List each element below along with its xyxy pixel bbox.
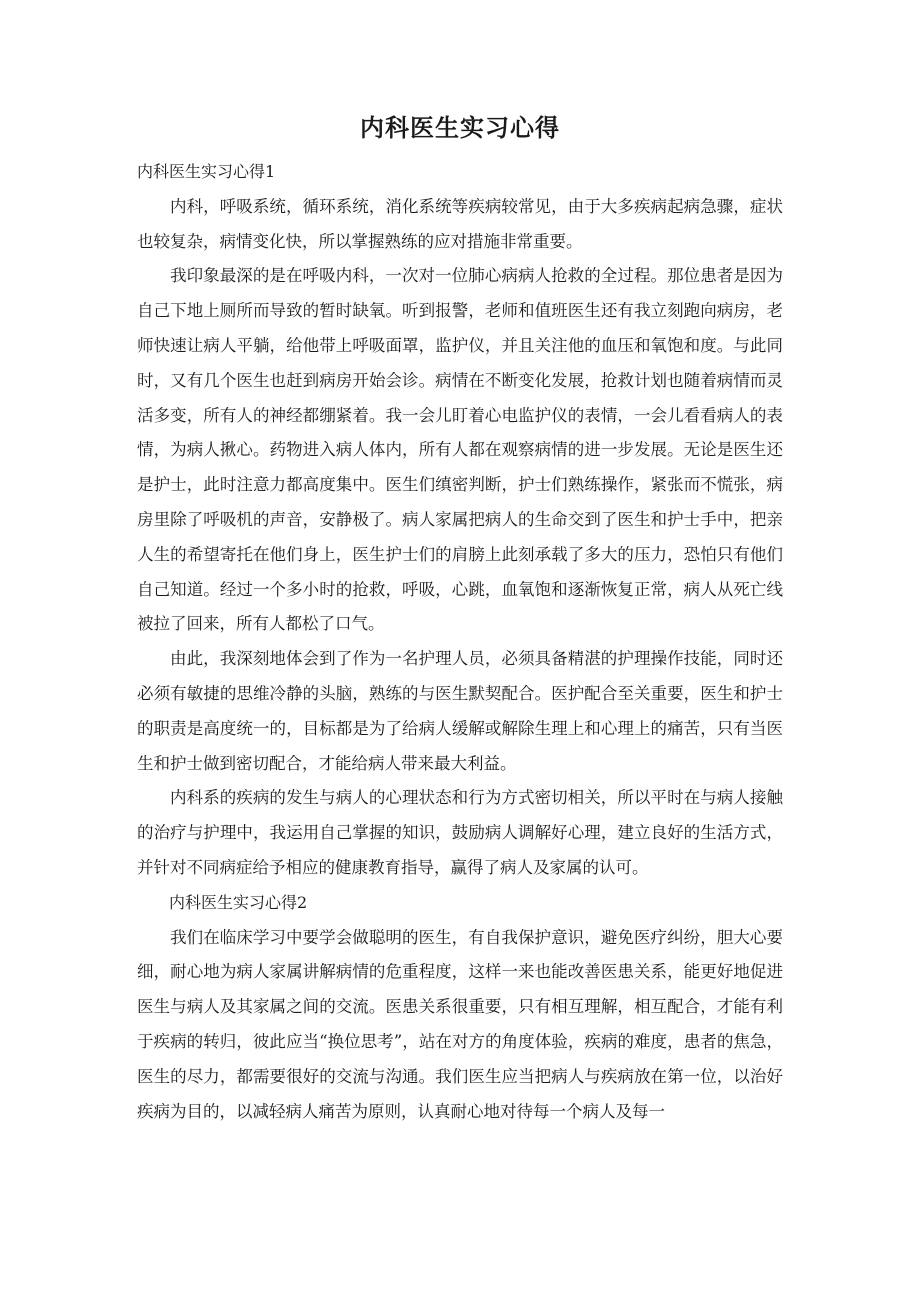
paragraph: 我们在临床学习中要学会做聪明的医生，有自我保护意识，避免医疗纠纷，胆大心要细，耐心地为病人家属讲解病情的危重程度，这样一来也能改善医患关系，能更好地促进医生与病人及其家属之间的交流。医患关系很重要，只有相互理解，相互配合，才能有利于疾病的转归，彼此应当“换位思考”，站在对方的角度体验，疾病的难度，患者的焦急，医生的尽力，都需要很好的交流与沟通。我们医生应当把病人与疾病放在第一位，以治好疾病为目的，以减轻病人痛苦为原则，认真耐心地对待每一个病人及每一 [137,927,783,1121]
paragraph: 内科，呼吸系统，循环系统，消化系统等疾病较常见，由于大多疾病起病急骤，症状也较复杂，病情变化快，所以掌握熟练的应对措施非常重要。 [137,196,783,251]
paragraph: 内科系的疾病的发生与病人的心理状态和行为方式密切相关，所以平时在与病人接触的治疗与护理中，我运用自己掌握的知识，鼓励病人调解好心理，建立良好的生活方式，并针对不同病症给予相应的健康教育指导，赢得了病人及家属的认可。 [137,788,783,877]
paragraph: 我印象最深的是在呼吸内科，一次对一位肺心病病人抢救的全过程。那位患者是因为自己下地上厕所而导致的暂时缺氧。听到报警，老师和值班医生还有我立刻跑向病房，老师快速让病人平躺，给他带上呼吸面罩，监护仪，并且关注他的血压和氧饱和度。与此同时，又有几个医生也赶到病房开始会诊。病情在不断变化发展，抢救计划也随着病情而灵活多变，所有人的神经都绷紧着。我一会儿盯着心电监护仪的表情，一会儿看看病人的表情，为病人揪心。药物进入病人体内，所有人都在观察病情的进一步发展。无论是医生还是护士，此时注意力都高度集中。医生们缜密判断，护士们熟练操作，紧张而不慌张，病房里除了呼吸机的声音，安静极了。病人家属把病人的生命交到了医生和护士手中，把亲人生的希望寄托在他们身上，医生护士们的肩膀上此刻承载了多大的压力，恐怕只有他们自己知道。经过一个多小时的抢救，呼吸，心跳，血氧饱和逐渐恢复正常，病人从死亡线被拉了回来，所有人都松了口气。 [137,266,783,634]
document-title: 内科医生实习心得 [360,114,560,142]
document-body [137,155,783,1129]
section-heading-1: 内科医生实习心得1 [137,162,276,181]
section-heading-2: 内科医生实习心得2 [169,892,308,912]
paragraph: 由此，我深刻地体会到了作为一名护理人员，必须具备精湛的护理操作技能，同时还必须有敏捷的思维冷静的头脑，熟练的与医生默契配合。医护配合至关重要，医生和护士的职责是高度统一的，目标都是为了给病人缓解或解除生理上和心理上的痛苦，只有当医生和护士做到密切配合，才能给病人带来最大利益。 [137,649,783,773]
